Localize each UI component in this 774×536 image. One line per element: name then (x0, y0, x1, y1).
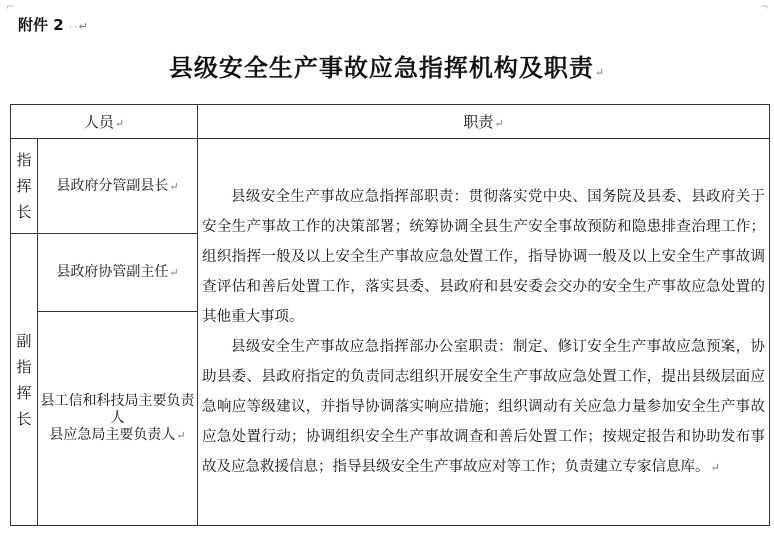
paragraph-mark-icon: ↵ (169, 266, 179, 279)
duties-cell (198, 139, 770, 526)
person-text: 县政府分管副县长 (56, 177, 169, 194)
person-commander (38, 139, 198, 234)
role-char: 指 (16, 151, 32, 169)
page-corner-mark-icon: ⌐ (6, 2, 15, 13)
header-duties (198, 105, 770, 139)
paragraph-mark-icon: ↵ (494, 117, 504, 130)
person-deputy-2 (38, 312, 198, 526)
page-corner-mark-icon: ¬ (760, 2, 769, 13)
annex-label (18, 14, 88, 35)
header-personnel-text: 人员 (83, 113, 114, 131)
header-personnel (11, 105, 198, 139)
document-title-text: 县级安全生产事故应急指挥机构及职责 (168, 53, 594, 82)
duties-paragraph-hq: 县级安全生产事故应急指挥部职责：贯彻落实党中央、国务院及县委、县政府关于安全生产事故工作的决策部署；统筹协调全县生产安全事故预防和隐患排查治理工作；组织指挥一般及以上安全生产事故应急处置工作，指导协调一般及以上安全生产事故调查评估和善后处置工作，落实县委、县政府和县安委会交办的安全生产事故应急处置的其他重大事项。 (202, 188, 765, 325)
role-char: 挥 (16, 383, 32, 402)
person-text: 县工信和科技局主要负责人 (40, 393, 195, 426)
paragraph-mark-icon: ↵ (114, 117, 125, 130)
paragraph-mark-icon: ↵ (169, 179, 179, 193)
duties-paragraph-office (202, 332, 765, 483)
table-header-row (11, 105, 770, 139)
role-char: 长 (16, 203, 32, 221)
paragraph-mark-icon: ↵ (78, 20, 88, 33)
annex-marks: · · (68, 23, 78, 33)
role-char: 指 (16, 357, 32, 376)
document-title (0, 48, 774, 83)
person-line (38, 427, 197, 444)
duties-paragraph-office-text: 县级安全生产事故应急指挥部办公室职责：制定、修订安全生产事故应急预案，协助县委、县政府指定的负责同志组织开展安全生产事故应急处置工作，提出县级层面应急响应等级建议，并指导协调落实响应措施；组织调动有关应急力量参加安全生产事故应急处置行动；协调组织安全生产事故调查和善后处置工作；按规定报告和协助发布事故及应急救援信息；指导县级安全生产事故应对等工作；负责建立专家信息库。 (202, 338, 765, 475)
paragraph-mark-icon: ↵ (176, 429, 186, 442)
paragraph-mark-icon: ↵ (710, 460, 720, 474)
role-commander (11, 139, 38, 234)
responsibilities-table (10, 104, 770, 526)
role-char: 挥 (16, 177, 32, 195)
table-row-commander (11, 139, 770, 234)
annex-label-text: 附件 2 (18, 16, 64, 34)
role-char: 长 (16, 409, 32, 428)
role-char: 副 (16, 331, 32, 350)
role-deputy (11, 234, 38, 526)
person-deputy-1 (38, 234, 198, 312)
paragraph-mark-icon: ↵ (594, 66, 606, 79)
person-text: 县政府协管副主任 (56, 264, 169, 280)
header-duties-text: 职责 (463, 113, 494, 131)
person-text: 县应急局主要负责人 (49, 427, 176, 443)
